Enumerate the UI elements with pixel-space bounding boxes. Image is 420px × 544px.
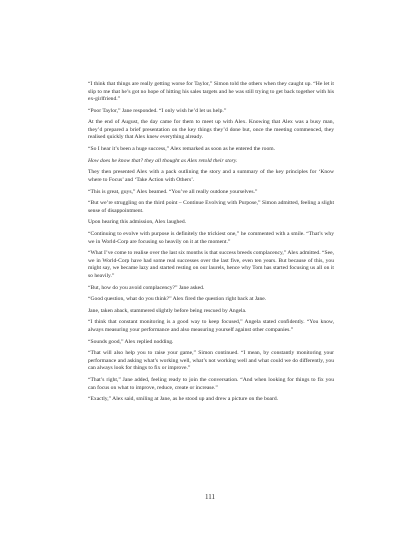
page-body [88, 81, 334, 408]
paragraph: “But we’re struggling on the third point – Continue Evolving with Purpose,” Simon admitted, feeling a slight sense of disappointment. [88, 200, 334, 214]
paragraph: Upon hearing this admission, Alex laughed. [88, 219, 187, 226]
paragraph: “Poor Taylor,” Jane responded. “I only wish he’d let us help.” [88, 107, 227, 114]
paragraph: “Sounds good,” Alex replied nodding. [88, 338, 174, 345]
paragraph: “So I hear it’s been a huge success,” Alex remarked as soon as he entered the room. [88, 146, 276, 153]
paragraph: At the end of August, the day came for them to meet up with Alex. Knowing that Alex was a busy man, they’d prepared a brief presentation on the key things they’d done but, once the meeting commenced, they realised quickly that Alex knew everything already. [88, 119, 334, 141]
paragraph: “I think that things are really getting worse for Taylor,” Simon told the others when they caught up. “He let it slip to me that he’s got no hope of hitting his sales targets and he was still trying to get back together with his ex-girlfriend.” [88, 81, 334, 103]
paragraph: Jane, taken aback, stammered slightly before being rescued by Angela. [88, 307, 247, 314]
paragraph-italic: How does he know that? they all thought as Alex retold their story. [88, 157, 238, 164]
paragraph: “Good question, what do you think?” Alex fired the question right back at Jane. [88, 296, 267, 303]
paragraph: “I think that constant monitoring is a good way to keep focused,” Angela stated confidently. “You know, always measuring your performance and also measuring yourself against other companies.” [88, 319, 334, 333]
paragraph: “That will also help you to raise your game,” Simon continued. “I mean, by constantly monitoring your performance and asking what’s working well, what’s not working well and what could we do differently, you can always look for things to fix or improve.” [88, 350, 334, 372]
paragraph: “But, how do you avoid complacency?” Jane asked. [88, 284, 205, 291]
paragraph: “What I’ve come to realise over the last six months is that success breeds complacency,” Alex admitted. “See, we in World-Corp have had some real successes over the last five, even ten years. But because of this, you might say, we became lazy and started resting on our laurels, hence why Tom has started focusing us all on it so heavily.” [88, 250, 334, 279]
page-number: 111 [205, 493, 215, 501]
paragraph: “This is great, guys,” Alex beamed. “You’ve all really outdone yourselves.” [88, 188, 258, 195]
paragraph: “That’s right,” Jane added, feeling ready to join the conversation. “And when looking for things to fix you can focus on what to improve, reduce, create or increase.” [88, 377, 334, 391]
paragraph: “Exactly,” Alex said, smiling at Jane, as he stood up and drew a picture on the board. [88, 396, 279, 403]
paragraph: They then presented Alex with a pack outlining the story and a summary of the key principles for ‘Know where to Focus’ and ‘Take Action with Others’. [88, 169, 334, 183]
paragraph: “Continuing to evolve with purpose is definitely the trickiest one,” he commented with a smile. “That’s why we in World-Corp are focusing so heavily on it at the moment.” [88, 231, 334, 245]
